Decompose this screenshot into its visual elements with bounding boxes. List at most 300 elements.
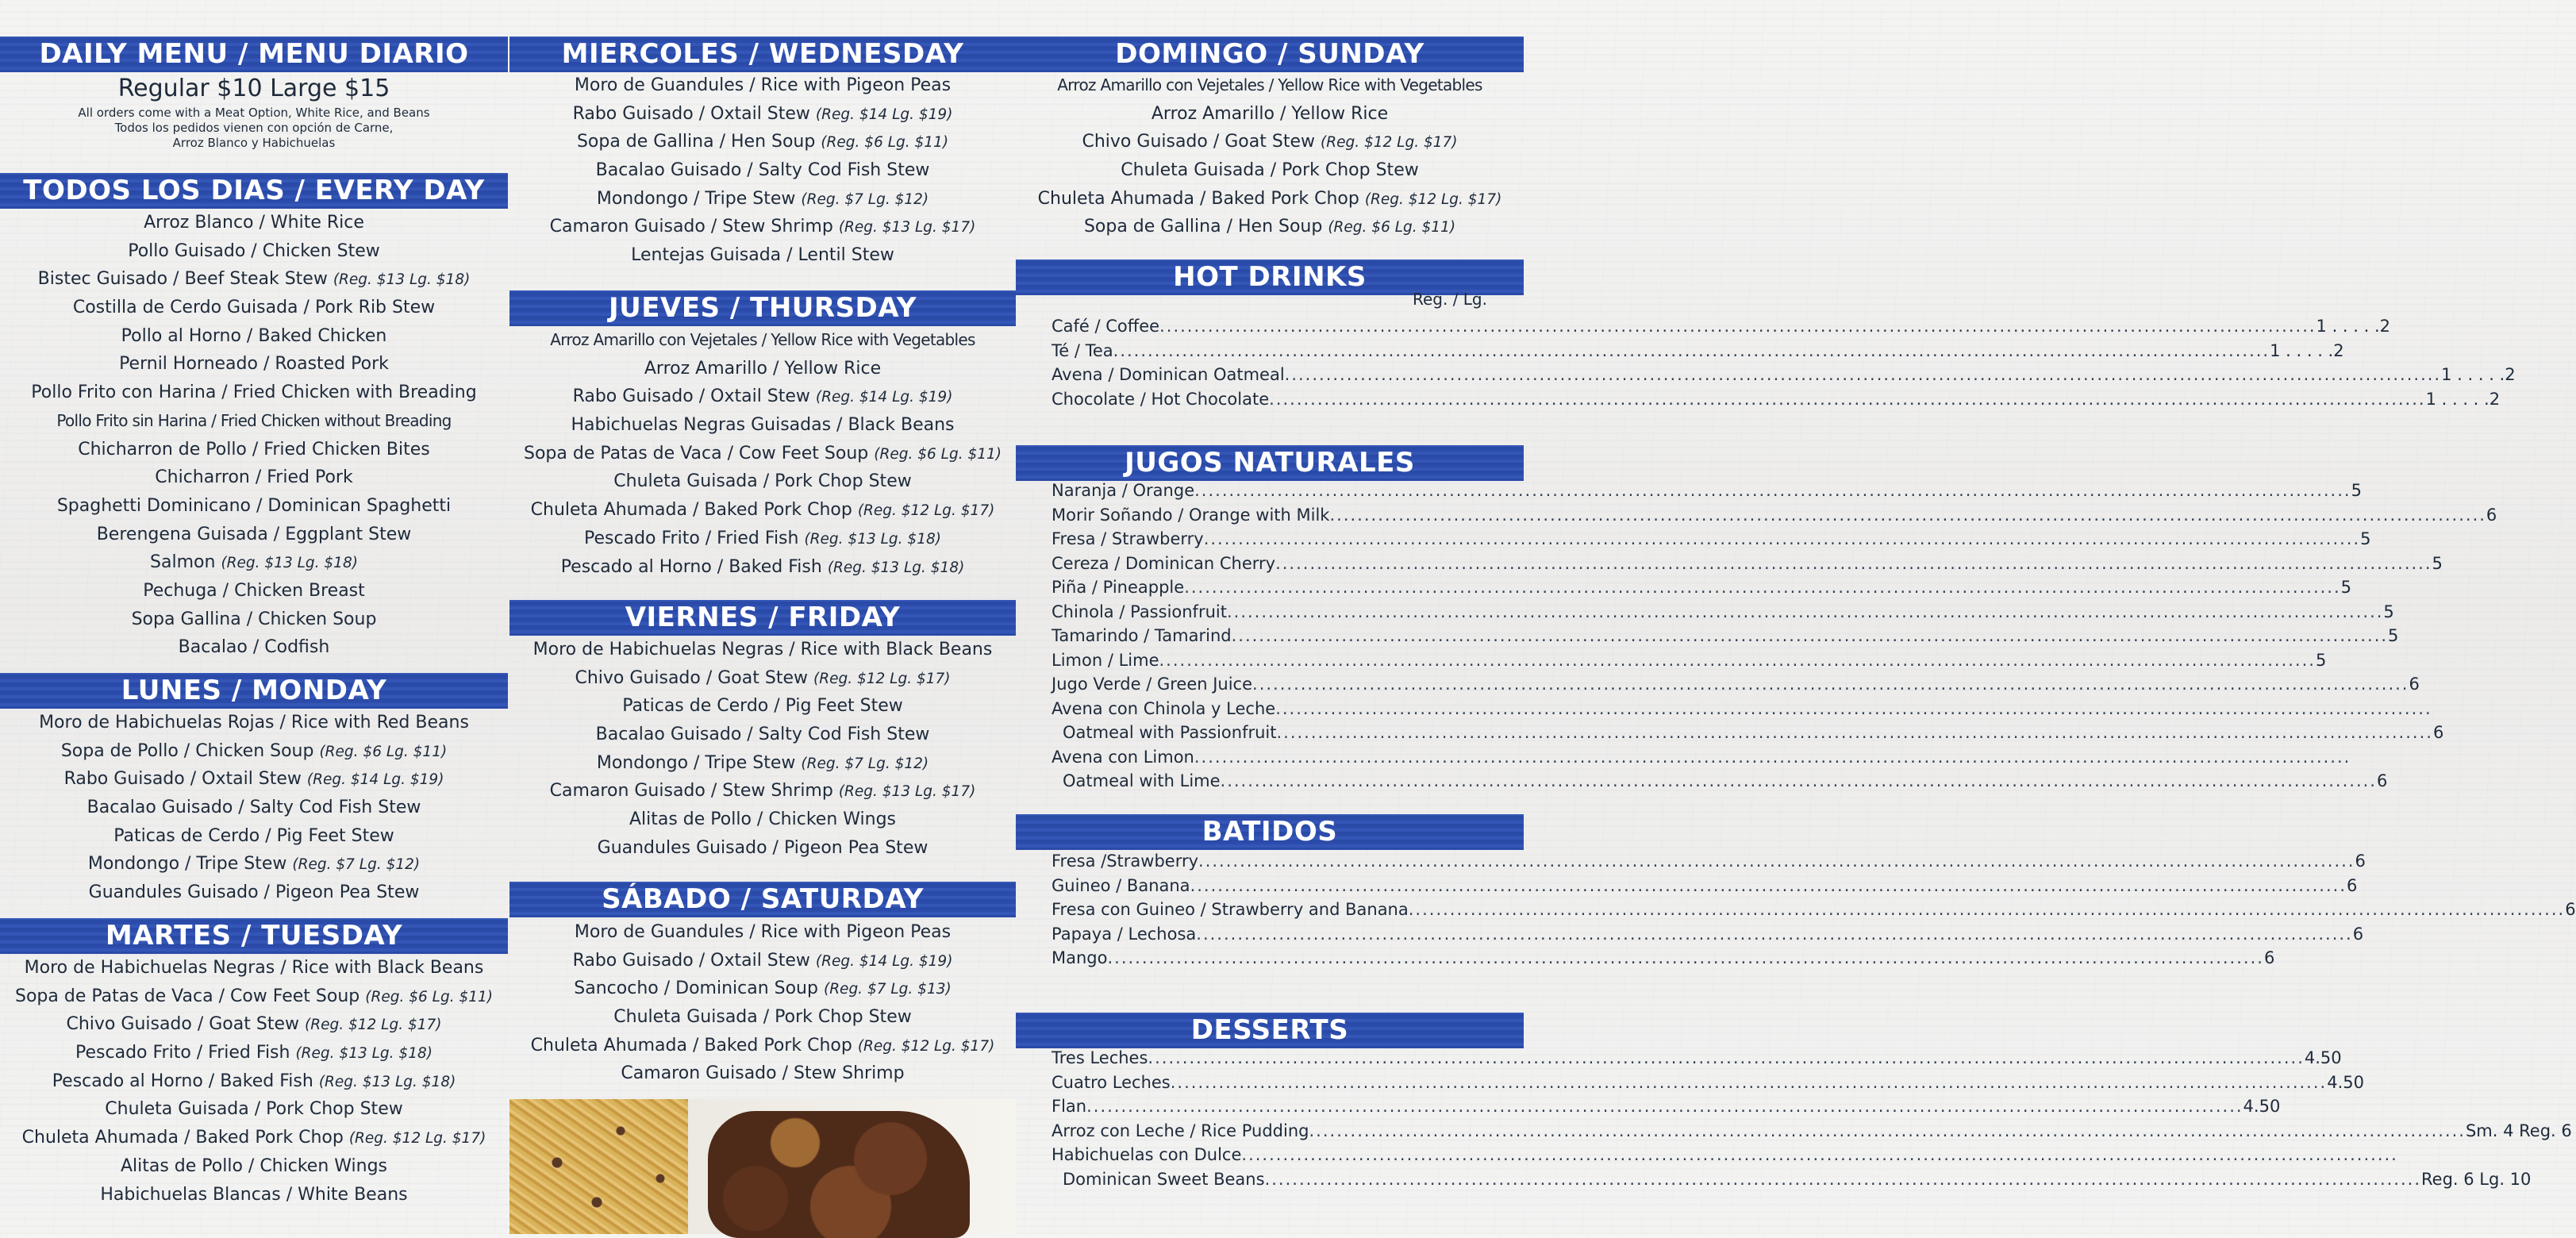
menu-item-name: Pescado Frito / Fried Fish [75, 1043, 290, 1063]
dot-leader [1221, 769, 2377, 794]
menu-item [509, 1032, 1016, 1060]
menu-item-price: (Reg. $6 Lg. $11) [821, 134, 949, 152]
menu-item-name: Arroz Blanco / White Rice [144, 213, 364, 233]
menu-item-name: Pollo Frito sin Harina / Fried Chicken without Breading [56, 410, 452, 430]
desserts-list [1052, 1046, 2572, 1191]
price-row-name: Cereza / Dominican Cherry [1052, 553, 1276, 573]
menu-item-name: Moro de Habichuelas Negras / Rice with Black Beans [24, 958, 484, 978]
dot-leader [1194, 745, 2351, 770]
tuesday-list [0, 954, 508, 1209]
menu-item-name: Chuleta Ahumada / Baked Pork Chop [1037, 188, 1359, 209]
section-title-monday: LUNES / MONDAY [0, 673, 508, 709]
price-row [1052, 697, 1710, 721]
price-row-price: Reg. 6 Lg. 10 [2421, 1169, 2532, 1189]
price-row-price: 1 . . . . .2 [2441, 365, 2516, 384]
menu-item [509, 100, 1016, 129]
menu-item [509, 128, 1016, 156]
menu-item-name: Salmon [150, 552, 216, 573]
price-row-price: 6 [2347, 875, 2358, 895]
price-row [1052, 1143, 1710, 1167]
menu-item-name: Costilla de Cerdo Guisada / Pork Rib Stew [72, 298, 436, 318]
menu-item-name: Mondongo / Tripe Stew [596, 752, 796, 773]
price-row-price: 4.50 [2304, 1048, 2342, 1067]
menu-item-name: Bistec Guisado / Beef Steak Stew [37, 269, 328, 290]
price-row-name: Flan [1052, 1097, 1087, 1116]
menu-item-name: Sopa de Patas de Vaca / Cow Feet Soup [15, 986, 360, 1006]
menu-item-name: Alitas de Pollo / Chicken Wings [120, 1155, 388, 1176]
menu-item [1016, 128, 1524, 156]
section-title-tuesday: MARTES / TUESDAY [0, 918, 508, 954]
menu-item [509, 975, 1016, 1003]
menu-item-name: Chuleta Guisada / Pork Chop Stew [1121, 160, 1419, 181]
dot-leader [1159, 314, 2316, 339]
menu-item-price: (Reg. $12 Lg. $17) [813, 670, 951, 687]
menu-item [509, 71, 1016, 100]
menu-item-name: Moro de Guandules / Rice with Pigeon Peas [574, 75, 952, 95]
price-row [1052, 1094, 2281, 1119]
section-title-juices: JUGOS NATURALES [1016, 445, 1524, 481]
price-row [1052, 363, 2516, 387]
yellow-rice-image [509, 1099, 688, 1234]
price-row [1052, 339, 2344, 363]
monday-list [0, 709, 508, 907]
price-row-price: 6 [2432, 723, 2444, 742]
menu-item [0, 548, 508, 577]
price-row-name: Piña / Pineapple [1052, 578, 1185, 597]
menu-item [0, 1067, 508, 1096]
menu-item [0, 322, 508, 351]
menu-item [509, 156, 1016, 185]
menu-item [0, 521, 508, 549]
price-row-name: Papaya / Lechosa [1052, 924, 1197, 944]
price-row [1052, 552, 2443, 576]
menu-item [509, 1003, 1016, 1032]
menu-item [0, 737, 508, 766]
menu-item-price: (Reg. $14 Lg. $19) [815, 952, 953, 970]
price-row-price: 5 [2351, 481, 2362, 500]
dot-leader [1241, 1143, 2397, 1167]
menu-item-name: Bacalao / Codfish [178, 637, 330, 658]
menu-item [509, 355, 1016, 383]
menu-item-name: Camaron Guisado / Stew Shrimp [621, 1063, 905, 1084]
every-day-list [0, 209, 508, 662]
price-row-price: 5 [2360, 529, 2371, 548]
menu-item [0, 850, 508, 879]
price-row-name: Café / Coffee [1052, 317, 1160, 336]
price-row-name: Chocolate / Hot Chocolate [1052, 389, 1270, 409]
dot-leader [1159, 648, 2316, 673]
menu-item-name: Chuleta Guisada / Pork Chop Stew [613, 471, 912, 492]
section-title-desserts: DESSERTS [1016, 1013, 1524, 1048]
price-row-price: 1 . . . . .2 [2425, 389, 2501, 409]
dot-leader [1285, 363, 2441, 387]
section-title-batidos: BATIDOS [1016, 814, 1524, 850]
menu-item-name: Pollo Frito con Harina / Fried Chicken with Breading [31, 383, 477, 403]
menu-item [509, 440, 1016, 468]
oxtail-stew-image [708, 1111, 970, 1238]
dot-leader [1329, 503, 2486, 528]
menu-item-name: Rabo Guisado / Oxtail Stew [572, 103, 810, 124]
price-row [1052, 1046, 2342, 1071]
price-row [1052, 624, 2399, 648]
menu-item-price: (Reg. $14 Lg. $19) [815, 389, 953, 406]
menu-item-price: (Reg. $12 Lg. $17) [857, 502, 995, 520]
price-row [1052, 672, 2420, 697]
menu-item [0, 209, 508, 237]
menu-item [509, 213, 1016, 241]
menu-item [0, 577, 508, 606]
menu-item [0, 1124, 508, 1152]
menu-item-name: Arroz Amarillo con Vejetales / Yellow Rice with Vegetables [1057, 75, 1482, 94]
menu-item [0, 237, 508, 266]
menu-item-name: Mondongo / Tripe Stew [596, 188, 796, 209]
menu-item-name: Camaron Guisado / Stew Shrimp [549, 217, 833, 237]
menu-item-price: (Reg. $7 Lg. $12) [801, 190, 929, 208]
menu-item [1016, 185, 1524, 213]
section-title-wednesday: MIERCOLES / WEDNESDAY [509, 37, 1016, 72]
wednesday-list [509, 71, 1016, 270]
menu-item [1016, 71, 1524, 100]
price-row [1052, 874, 2358, 898]
dot-leader [1275, 552, 2432, 576]
menu-item-price: (Reg. $13 Lg. $18) [318, 1073, 456, 1090]
menu-item-price: (Reg. $7 Lg. $12) [292, 856, 421, 874]
price-row [1052, 898, 2576, 922]
menu-item-name: Bacalao Guisado / Salty Cod Fish Stew [595, 725, 930, 745]
dot-leader [1113, 339, 2270, 363]
menu-item [0, 463, 508, 492]
menu-item [1016, 156, 1524, 185]
menu-item [509, 805, 1016, 834]
menu-item-price: (Reg. $12 Lg. $17) [305, 1017, 442, 1034]
menu-item-name: Arroz Amarillo / Yellow Rice [1151, 103, 1389, 124]
menu-item [0, 1095, 508, 1124]
menu-item-price: (Reg. $13 Lg. $18) [295, 1045, 433, 1063]
menu-item-name: Alitas de Pollo / Chicken Wings [629, 809, 897, 830]
menu-item-price: (Reg. $12 Lg. $17) [1321, 134, 1458, 152]
menu-item-name: Arroz Amarillo / Yellow Rice [644, 358, 882, 379]
menu-item-price: (Reg. $6 Lg. $11) [1328, 219, 1456, 236]
menu-item-price: (Reg. $6 Lg. $11) [874, 445, 1002, 463]
menu-item [509, 721, 1016, 749]
dot-leader [1190, 874, 2347, 898]
price-row [1052, 1167, 2532, 1192]
juices-list [1052, 479, 2497, 794]
menu-item-price: (Reg. $14 Lg. $19) [306, 771, 444, 789]
menu-item [509, 947, 1016, 975]
menu-item-name: Guandules Guisado / Pigeon Pea Stew [597, 837, 929, 858]
menu-item-name: Pollo Guisado / Chicken Stew [128, 240, 380, 261]
menu-item-name: Chuleta Ahumada / Baked Pork Chop [21, 1128, 344, 1148]
price-row-name: Cuatro Leches [1052, 1072, 1171, 1092]
menu-item-name: Sopa Gallina / Chicken Soup [131, 609, 377, 629]
menu-item-name: Arroz Amarillo con Vejetales / Yellow Rice with Vegetables [550, 330, 975, 349]
menu-item [509, 749, 1016, 778]
menu-item [0, 709, 508, 737]
section-title-hot-drinks: HOT DRINKS [1016, 260, 1524, 295]
menu-item [509, 636, 1016, 664]
menu-item [509, 467, 1016, 496]
menu-item-name: Chuleta Guisada / Pork Chop Stew [613, 1007, 912, 1028]
price-row [1052, 849, 2366, 874]
menu-item-price: (Reg. $13 Lg. $17) [838, 219, 976, 236]
price-row-name: Guineo / Banana [1052, 875, 1190, 895]
menu-item-name: Chivo Guisado / Goat Stew [575, 667, 808, 688]
friday-list [509, 636, 1016, 863]
price-row-name: Fresa con Guineo / Strawberry and Banana [1052, 900, 1409, 919]
price-row-price: 6 [2565, 900, 2576, 919]
section-title-daily-menu: DAILY MENU / MENU DIARIO [0, 37, 508, 72]
menu-item [509, 525, 1016, 553]
menu-item [509, 777, 1016, 805]
price-row [1052, 1071, 2364, 1095]
menu-item-name: Habichuelas Negras Guisadas / Black Beans [571, 415, 955, 436]
section-title-friday: VIERNES / FRIDAY [509, 600, 1016, 636]
dot-leader [1252, 672, 2409, 697]
menu-item-price: (Reg. $14 Lg. $19) [815, 106, 953, 123]
menu-item-name: Pescado al Horno / Baked Fish [560, 556, 822, 577]
menu-item [1016, 100, 1524, 129]
menu-item [0, 379, 508, 407]
menu-item [0, 982, 508, 1011]
dot-leader [1265, 1167, 2421, 1192]
menu-item [509, 834, 1016, 863]
price-row-price: 4.50 [2243, 1097, 2281, 1116]
menu-item-price: (Reg. $7 Lg. $12) [801, 755, 929, 772]
price-row-name: Tres Leches [1052, 1048, 1148, 1067]
price-row-name: Limon / Lime [1052, 650, 1159, 670]
menu-item-name: Moro de Habichuelas Rojas / Rice with Red Beans [39, 713, 469, 732]
menu-item [509, 411, 1016, 440]
menu-item-name: Sopa de Pollo / Chicken Soup [60, 740, 314, 761]
price-row-name: Avena con Limon [1052, 747, 1194, 767]
price-row-price: 5 [2315, 650, 2327, 670]
menu-item [509, 383, 1016, 411]
dot-leader [1107, 946, 2263, 971]
price-row-name: Habichuelas con Dulce [1052, 1145, 1242, 1164]
section-title-saturday: SÁBADO / SATURDAY [509, 882, 1016, 917]
menu-item [0, 765, 508, 794]
dot-leader [1409, 898, 2565, 922]
menu-item-name: Rabo Guisado / Oxtail Stew [63, 769, 302, 790]
menu-item [0, 954, 508, 982]
price-row [1052, 503, 2497, 528]
menu-item-name: Pescado Frito / Fried Fish [584, 528, 799, 548]
menu-item-name: Guandules Guisado / Pigeon Pea Stew [88, 882, 420, 903]
menu-item [509, 496, 1016, 525]
price-row [1052, 314, 2391, 339]
menu-item-name: Spaghetti Dominicano / Dominican Spaghetti [56, 495, 452, 516]
menu-item-name: Pechuga / Chicken Breast [143, 580, 365, 601]
menu-item-price: (Reg. $13 Lg. $18) [333, 271, 471, 289]
menu-item [0, 436, 508, 464]
price-row-price: 5 [2388, 626, 2399, 645]
price-row-name: Fresa /Strawberry [1052, 852, 1199, 871]
price-row-name: Dominican Sweet Beans [1063, 1169, 1265, 1189]
menu-item [509, 553, 1016, 582]
menu-item-name: Rabo Guisado / Oxtail Stew [572, 386, 810, 407]
price-row [1052, 527, 2371, 552]
menu-item [0, 606, 508, 634]
menu-item [0, 350, 508, 379]
section-title-sunday: DOMINGO / SUNDAY [1016, 37, 1524, 72]
menu-item-name: Mondongo / Tripe Stew [87, 854, 287, 875]
price-row-name: Jugo Verde / Green Juice [1052, 675, 1253, 694]
menu-item-name: Chivo Guisado / Goat Stew [66, 1014, 299, 1035]
price-row [1052, 1119, 2572, 1144]
menu-item-name: Rabo Guisado / Oxtail Stew [572, 950, 810, 971]
price-row-price: 5 [2340, 578, 2352, 597]
menu-item-name: Habichuelas Blancas / White Beans [100, 1184, 408, 1205]
price-row [1052, 575, 2352, 600]
menu-item-name: Chuleta Ahumada / Baked Pork Chop [530, 1035, 852, 1055]
menu-item [0, 1152, 508, 1181]
price-row-price: 1 . . . . .2 [2316, 317, 2391, 336]
menu-item-price: (Reg. $12 Lg. $17) [348, 1130, 486, 1148]
price-row-name: Oatmeal with Lime [1063, 771, 1221, 790]
menu-item [1016, 213, 1524, 241]
menu-item [0, 1181, 508, 1209]
price-row-price: 6 [2352, 924, 2364, 944]
food-photo [509, 1099, 1016, 1234]
price-row-price: 6 [2376, 771, 2388, 790]
thursday-list [509, 326, 1016, 581]
price-row-name: Tamarindo / Tamarind [1052, 626, 1232, 645]
menu-item-name: Chivo Guisado / Goat Stew [1082, 132, 1315, 152]
dot-leader [1196, 922, 2352, 947]
price-row [1052, 922, 2364, 947]
menu-item-name: Bacalao Guisado / Salty Cod Fish Stew [595, 160, 930, 181]
menu-item-name: Moro de Guandules / Rice with Pigeon Peas [574, 922, 952, 942]
saturday-list [509, 918, 1016, 1088]
menu-item [509, 1059, 1016, 1088]
menu-item-name: Chuleta Guisada / Pork Chop Stew [105, 1099, 403, 1120]
dot-leader [1227, 600, 2383, 625]
price-row [1052, 769, 2388, 794]
dot-leader [1309, 1119, 2466, 1144]
menu-item-name: Chicharron / Fried Pork [155, 467, 353, 488]
price-row [1052, 600, 2394, 625]
menu-item [0, 879, 508, 907]
price-row-name: Chinola / Passionfruit [1052, 602, 1227, 621]
price-row-name: Fresa / Strawberry [1052, 529, 1204, 548]
daily-note-line: Todos los pedidos vienen con opción de Carne, [114, 121, 394, 135]
menu-item-name: Lentejas Guisada / Lentil Stew [631, 245, 894, 266]
menu-item-name: Sopa de Patas de Vaca / Cow Feet Soup [524, 443, 869, 463]
hot-drinks-list [1052, 314, 2516, 411]
menu-item [0, 794, 508, 822]
price-row-name: Mango [1052, 948, 1108, 967]
menu-item-price: (Reg. $13 Lg. $18) [804, 530, 941, 548]
price-row-name: Naranja / Orange [1052, 481, 1195, 500]
menu-item [509, 918, 1016, 947]
section-title-thursday: JUEVES / THURSDAY [509, 290, 1016, 326]
dot-leader [1204, 527, 2360, 552]
menu-item [0, 633, 508, 662]
menu-item-name: Pernil Horneado / Roasted Pork [119, 354, 389, 375]
section-title-every-day: TODOS LOS DIAS / EVERY DAY [0, 173, 508, 209]
menu-item-price: (Reg. $13 Lg. $18) [221, 555, 358, 572]
dot-leader [1086, 1094, 2243, 1119]
dot-leader [1148, 1046, 2304, 1071]
menu-item [509, 692, 1016, 721]
daily-note-line: Arroz Blanco y Habichuelas [172, 136, 336, 150]
menu-item-price: (Reg. $12 Lg. $17) [1364, 190, 1502, 208]
price-row-price: 1 . . . . .2 [2270, 340, 2344, 360]
dot-leader [1232, 624, 2388, 648]
menu-item-name: Sancocho / Dominican Soup [574, 978, 818, 999]
menu-item-name: Moro de Habichuelas Negras / Rice with Black Beans [533, 640, 993, 659]
menu-item-name: Paticas de Cerdo / Pig Feet Stew [622, 696, 903, 717]
price-row [1052, 648, 2327, 673]
menu-item [509, 241, 1016, 270]
menu-item-price: (Reg. $7 Lg. $13) [823, 981, 952, 998]
menu-item [0, 407, 508, 436]
menu-item-price: (Reg. $6 Lg. $11) [365, 988, 493, 1005]
menu-item-name: Chuleta Ahumada / Baked Pork Chop [530, 500, 852, 521]
price-row-price: 6 [2263, 948, 2275, 967]
menu-item [0, 1039, 508, 1067]
price-row-name: Arroz con Leche / Rice Pudding [1052, 1121, 1309, 1140]
menu-item-name: Chicharron de Pollo / Fried Chicken Bites [78, 439, 430, 459]
price-row-price: 6 [2409, 675, 2420, 694]
price-row [1052, 946, 2275, 971]
menu-item [509, 664, 1016, 693]
price-row-name: Avena / Dominican Oatmeal [1052, 365, 1285, 384]
menu-item-name: Pollo al Horno / Baked Chicken [121, 325, 387, 346]
menu-item-name: Camaron Guisado / Stew Shrimp [549, 781, 833, 802]
menu-item-name: Sopa de Gallina / Hen Soup [1083, 217, 1323, 237]
price-row-price: 6 [2355, 852, 2366, 871]
menu-item-name: Berengena Guisada / Eggplant Stew [96, 524, 412, 544]
menu-item-price: (Reg. $13 Lg. $18) [827, 559, 965, 576]
price-row [1052, 745, 1710, 770]
menu-item-name: Sopa de Gallina / Hen Soup [576, 132, 816, 152]
price-row-price: 6 [2486, 505, 2497, 525]
price-row-price: 5 [2432, 553, 2443, 573]
price-row-price: Sm. 4 Reg. 6 [2465, 1121, 2572, 1140]
dot-leader [1269, 387, 2425, 412]
menu-item [0, 265, 508, 294]
dot-leader [1194, 479, 2351, 503]
price-row-price: 4.50 [2327, 1072, 2364, 1092]
menu-item-price: (Reg. $12 Lg. $17) [857, 1037, 995, 1055]
price-row-name: Morir Soñando / Orange with Milk [1052, 505, 1330, 525]
dot-leader [1275, 697, 2432, 721]
daily-price-line: Regular $10 Large $15 [117, 75, 390, 102]
dot-leader [1184, 575, 2340, 600]
menu-item [0, 492, 508, 521]
hot-drinks-size-header: Reg. / Lg. [1412, 290, 1487, 309]
menu-item-name: Bacalao Guisado / Salty Cod Fish Stew [87, 798, 421, 818]
menu-item [509, 326, 1016, 355]
price-row [1052, 479, 2362, 503]
menu-item [0, 822, 508, 851]
price-row [1052, 387, 2501, 412]
dot-leader [1171, 1071, 2327, 1095]
daily-note [0, 106, 508, 151]
menu-item-price: (Reg. $13 Lg. $17) [838, 783, 976, 801]
sunday-list [1016, 71, 1524, 241]
menu-item [509, 185, 1016, 213]
price-row [1052, 721, 2444, 745]
price-row-price: 5 [2383, 602, 2394, 621]
menu-item-name: Paticas de Cerdo / Pig Feet Stew [113, 825, 394, 846]
menu-item-name: Pescado al Horno / Baked Fish [52, 1071, 313, 1091]
batidos-list [1052, 849, 2576, 971]
menu-item-price: (Reg. $6 Lg. $11) [319, 743, 448, 760]
dot-leader [1198, 849, 2355, 874]
